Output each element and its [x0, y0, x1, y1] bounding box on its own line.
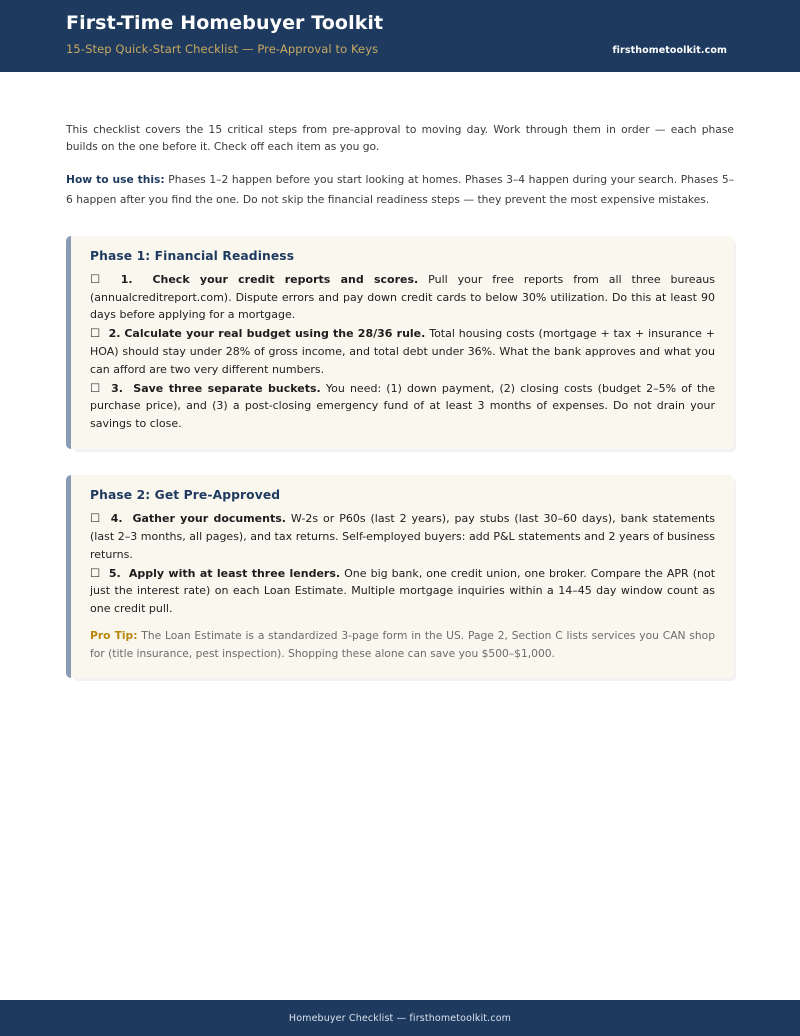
footer-text: Homebuyer Checklist — firsthometoolkit.com [288, 1012, 512, 1024]
page-subtitle: 15-Step Quick-Start Checklist — Pre-Approval to Keys [66, 41, 379, 56]
checklist-item-title: Calculate your real budget using the 28/36 rule. [124, 327, 426, 341]
checklist-item-title: Gather your documents. [132, 512, 286, 526]
checklist-item-number: 5. [108, 566, 121, 580]
document-footer [0, 1000, 800, 1036]
checklist-item-title: Check your credit reports and scores. [152, 272, 419, 286]
checklist-item[interactable] [90, 324, 715, 378]
phase-1-heading: Phase 1: Financial Readiness [90, 248, 295, 263]
checklist-item-body: One big bank, one credit union, one broker. Compare the APR (not just the interest rate) on each Loan Estimate. Multiple mortgage inquiries within a 14–45 day window count as one credit pull. [90, 566, 716, 616]
checklist-item-number: 4. [110, 512, 123, 526]
checklist-item-title: Save three separate buckets. [133, 381, 321, 395]
pro-tip-label: Pro Tip: [90, 628, 138, 642]
header-site-url: firsthometoolkit.com [612, 44, 727, 56]
intro-block [66, 72, 734, 210]
checkbox-unchecked-icon[interactable]: ☐ [90, 565, 101, 580]
checkbox-unchecked-icon[interactable]: ☐ [90, 326, 101, 341]
checklist-item-body: You need: (1) down payment, (2) closing costs (budget 2–5% of the purchase price), and (3) a post-closing emergency fund of at least 3 months of expenses. Do not drain your savings to close. [90, 381, 716, 431]
checklist-item-number: 3. [111, 381, 123, 395]
checkbox-unchecked-icon[interactable]: ☐ [90, 511, 101, 526]
phase-card-1 [66, 236, 734, 449]
phase-card-2 [66, 475, 734, 678]
document-header [0, 0, 800, 72]
intro-paragraph-1: This checklist covers the 15 critical steps from pre-approval to moving day. Work through them in order — each phase builds on the one before it. Check off each item as you go. [66, 123, 734, 153]
checklist-item-number: 2. [108, 327, 121, 341]
checklist-item-body: W-2s or P60s (last 2 years), pay stubs (last 30–60 days), bank statements (last 2–3 months, all pages), and tax returns. Self-employed buyers: add P&L statements and 2 years of business returns. [90, 512, 715, 561]
intro-paragraph-2 [66, 170, 734, 210]
header-subtitle-row [66, 42, 734, 56]
intro-paragraph-2-text: Phases 1–2 happen before you start looking at homes. Phases 3–4 happen during your search. Phases 5–6 happen after you find the one. Do not skip the financial readiness steps — they prevent the most expensive mistakes. [66, 173, 734, 206]
checklist-item-body: Pull your free reports from all three bureaus (annualcreditreport.com). Dispute errors and pay down credit cards to below 30% utilization. Do this at least 90 days before applying for a mortgage. [90, 272, 716, 322]
checkbox-unchecked-icon[interactable]: ☐ [90, 380, 101, 395]
checklist-item[interactable] [90, 564, 715, 618]
checklist-item[interactable] [90, 509, 715, 563]
checklist-item[interactable] [90, 379, 715, 433]
pro-tip [90, 627, 715, 663]
checkbox-unchecked-icon[interactable]: ☐ [90, 271, 101, 286]
phase-2-heading: Phase 2: Get Pre-Approved [90, 488, 281, 503]
page-title: First-Time Homebuyer Toolkit [66, 12, 384, 34]
intro-lead-label: How to use this: [66, 173, 165, 187]
checklist-item[interactable] [90, 270, 715, 324]
checklist-item-title: Apply with at least three lenders. [128, 566, 341, 580]
checklist-item-number: 1. [120, 272, 133, 286]
pro-tip-text: The Loan Estimate is a standardized 3-page form in the US. Page 2, Section C lists services you CAN shop for (title insurance, pest inspection). Shopping these alone can save you $500–$1,000. [90, 628, 715, 660]
checklist-item-body: Total housing costs (mortgage + tax + insurance + HOA) should stay under 28% of gross income, and total debt under 36%. What the bank approves and what you can afford are two very different numbers. [90, 327, 715, 376]
document-body [0, 72, 800, 678]
